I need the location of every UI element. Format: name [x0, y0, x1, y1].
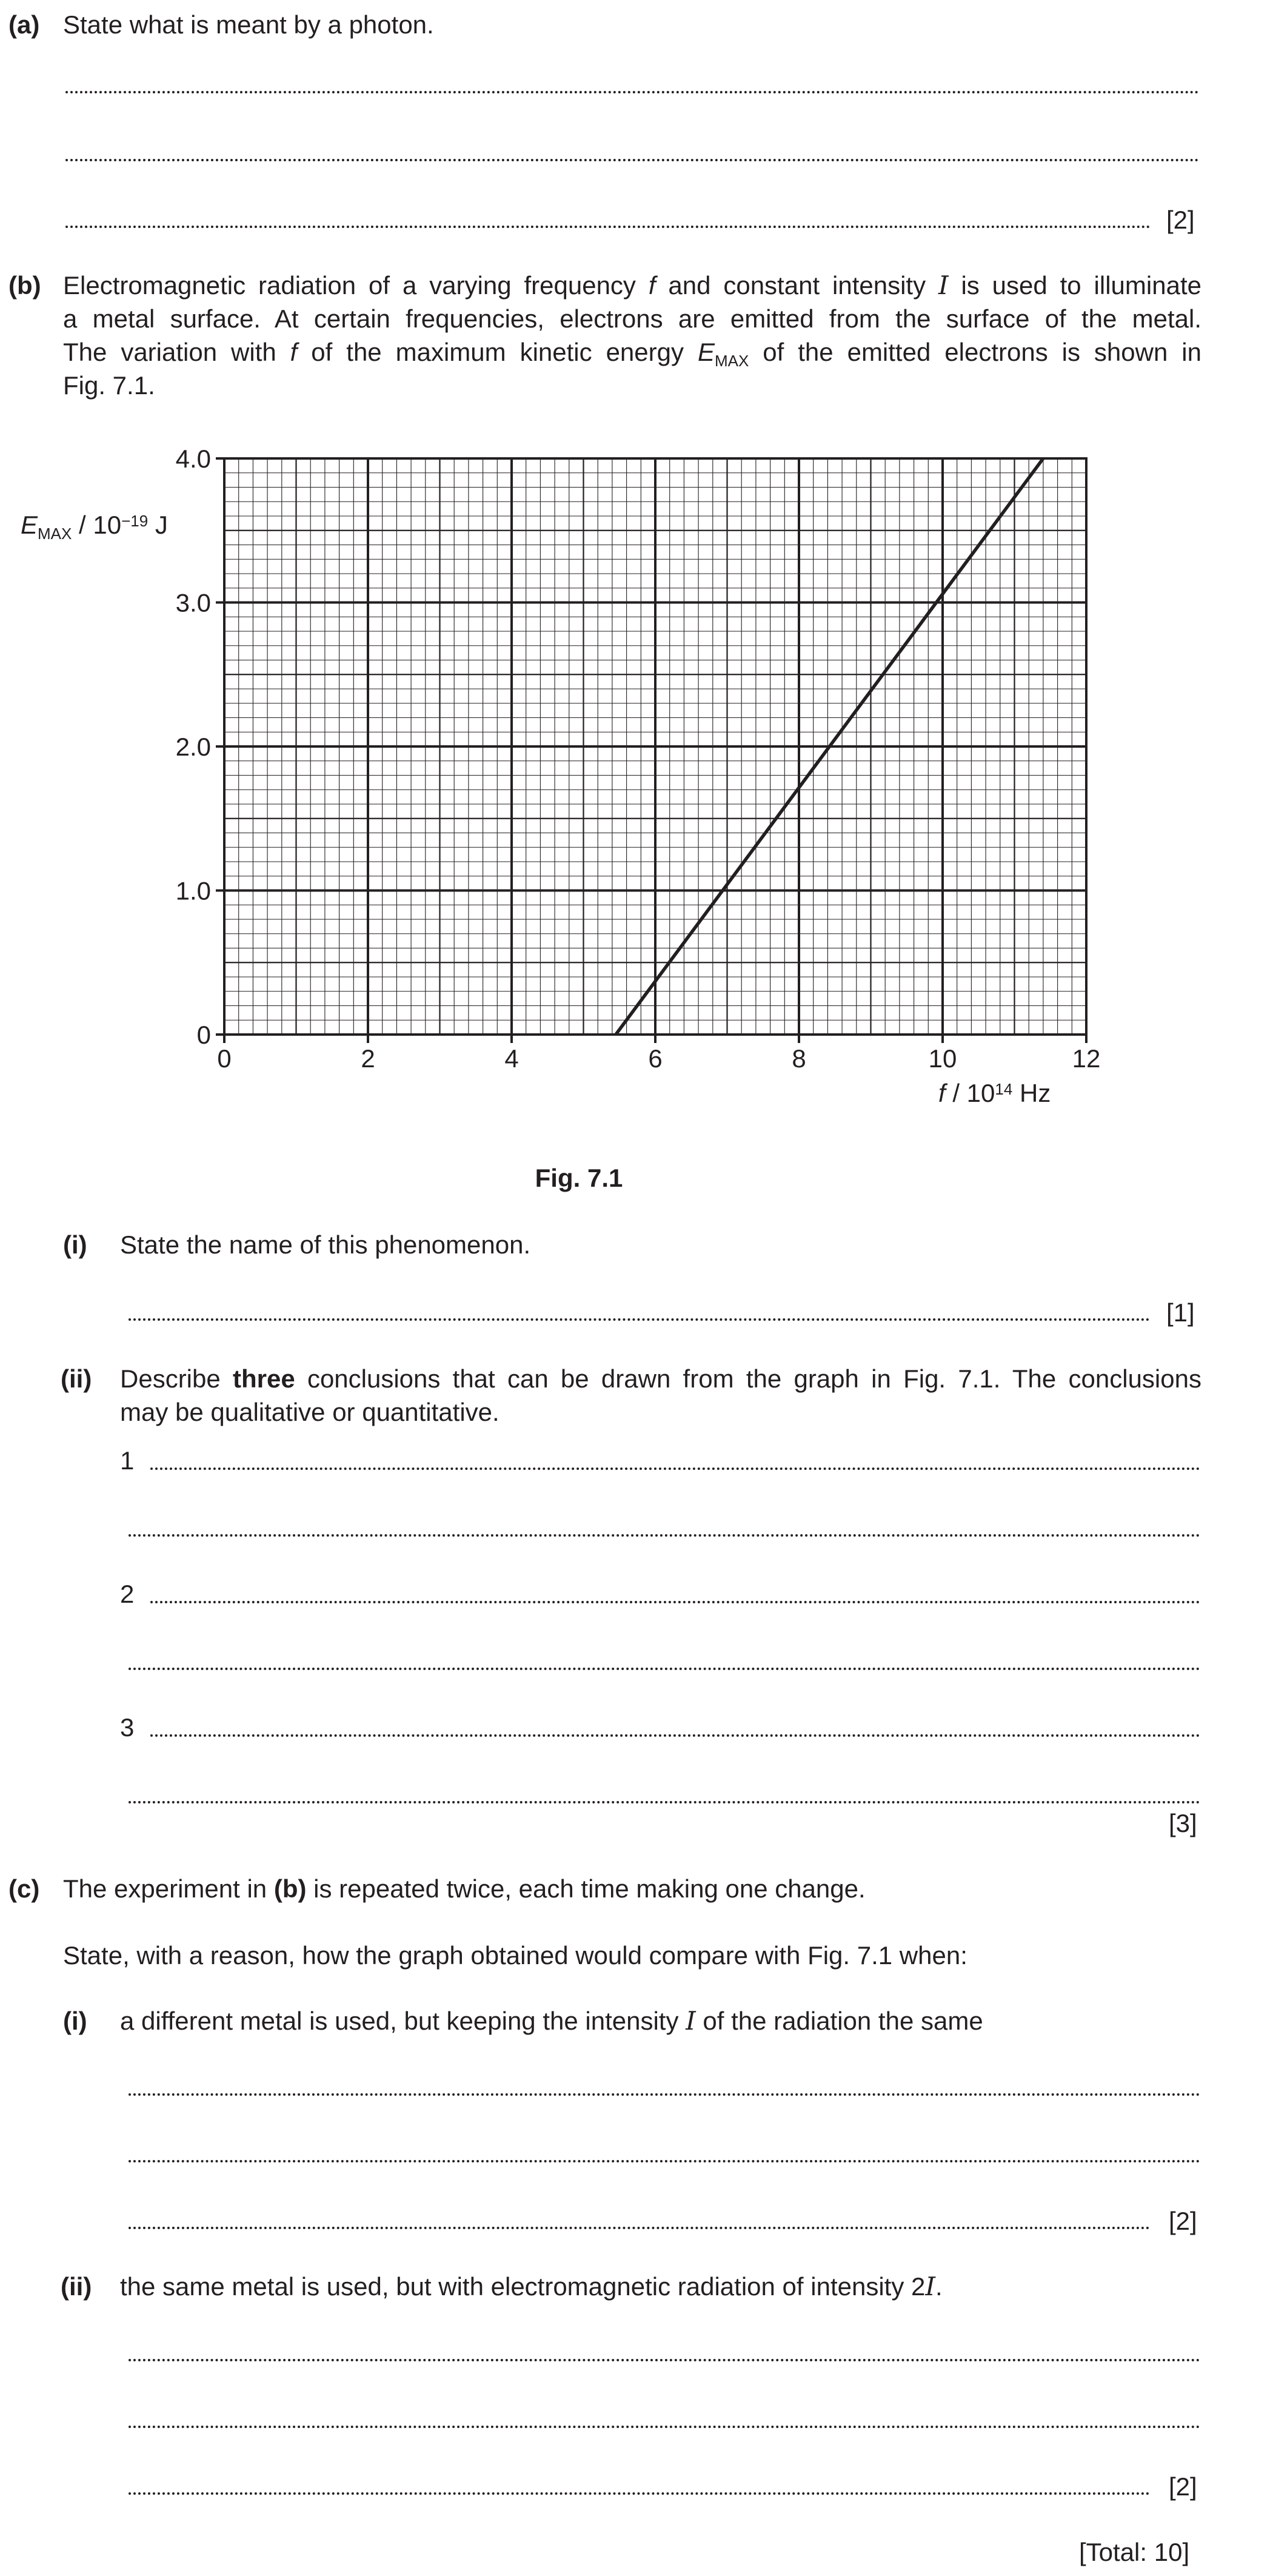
answer-line[interactable] — [150, 1601, 1200, 1603]
figure-7-1-graph — [0, 0, 1273, 1152]
x-tick-label: 12 — [1072, 1044, 1101, 1073]
x-tick-label: 10 — [928, 1044, 957, 1073]
y-tick-label: 4.0 — [175, 444, 211, 473]
x-tick-label: 2 — [361, 1044, 375, 1073]
answer-line[interactable] — [129, 1801, 1200, 1803]
conclusion-number-3: 3 — [120, 1713, 135, 1742]
mark-allocation: [2] — [1166, 206, 1195, 234]
mark-allocation: [3] — [1169, 1809, 1197, 1837]
part-b-line-4: Fig. 7.1. — [63, 371, 155, 400]
part-a-label: (a) — [8, 10, 40, 39]
figure-caption: Fig. 7.1 — [535, 1164, 623, 1192]
part-b-line-2: a metal surface. At certain frequencies, electrons are emitted from the surface of the metal. — [63, 304, 1201, 333]
y-tick-label: 3.0 — [175, 588, 211, 617]
part-b-i-question: State the name of this phenomenon. — [120, 1230, 531, 1259]
conclusion-number-2: 2 — [120, 1580, 135, 1608]
y-tick-label: 0 — [196, 1021, 211, 1049]
mark-allocation: [1] — [1166, 1298, 1195, 1327]
part-c-i-label: (i) — [63, 2007, 87, 2035]
part-c-ii-text: the same metal is used, but with electromagnetic radiation of intensity 2I. — [120, 2272, 943, 2301]
mark-allocation: [2] — [1169, 2472, 1197, 2501]
y-tick-label: 2.0 — [175, 733, 211, 761]
total-marks: [Total: 10] — [1079, 2538, 1190, 2566]
answer-line[interactable] — [129, 2426, 1200, 2428]
answer-line[interactable] — [129, 2492, 1150, 2495]
answer-line[interactable] — [129, 2359, 1200, 2361]
mark-allocation: [2] — [1169, 2207, 1197, 2235]
answer-line[interactable] — [129, 1318, 1150, 1321]
answer-line[interactable] — [129, 2160, 1200, 2162]
x-tick-label: 8 — [792, 1044, 806, 1073]
part-c-i-text: a different metal is used, but keeping the intensity I of the radiation the same — [120, 2006, 983, 2036]
x-axis-label: f / $10^{14}$ Hz — [938, 1079, 1051, 1107]
answer-line[interactable] — [129, 1668, 1200, 1670]
x-tick-label: 6 — [648, 1044, 663, 1073]
part-b-label: (b) — [8, 271, 41, 300]
part-a-question: State what is meant by a photon. — [63, 10, 434, 39]
part-b-ii-question-line-2: may be qualitative or quantitative. — [120, 1398, 500, 1426]
part-c-ii-label: (ii) — [61, 2272, 92, 2301]
part-b-ii-question-line-1: Describe three conclusions that can be drawn from the graph in Fig. 7.1. The conclusions — [120, 1364, 1201, 1393]
x-tick-label: 0 — [217, 1044, 232, 1073]
y-tick-label: 1.0 — [175, 876, 211, 905]
part-b-line-1: Electromagnetic radiation of a varying frequency f and constant intensity I is used to illuminate — [63, 270, 1201, 300]
answer-line[interactable] — [129, 2093, 1200, 2096]
answer-line[interactable] — [150, 1467, 1200, 1470]
answer-line[interactable] — [150, 1734, 1200, 1737]
part-b-ii-label: (ii) — [61, 1364, 92, 1393]
part-c-intro: The experiment in (b) is repeated twice, each time making one change. — [63, 1874, 866, 1903]
answer-line[interactable] — [129, 1534, 1200, 1537]
answer-line[interactable] — [129, 2227, 1150, 2229]
part-c-instruction: State, with a reason, how the graph obtained would compare with Fig. 7.1 when: — [63, 1941, 967, 1970]
part-c-label: (c) — [8, 1874, 40, 1903]
x-tick-label: 4 — [504, 1044, 519, 1073]
conclusion-number-1: 1 — [120, 1446, 135, 1475]
y-axis-label: $E_{MAX} / 10^{-19}$ J — [21, 511, 168, 543]
part-b-i-label: (i) — [63, 1230, 87, 1259]
part-b-line-3: The variation with f of the maximum kinetic energy $E_{MAX}$ of the emitted electrons is shown in — [63, 338, 1201, 371]
